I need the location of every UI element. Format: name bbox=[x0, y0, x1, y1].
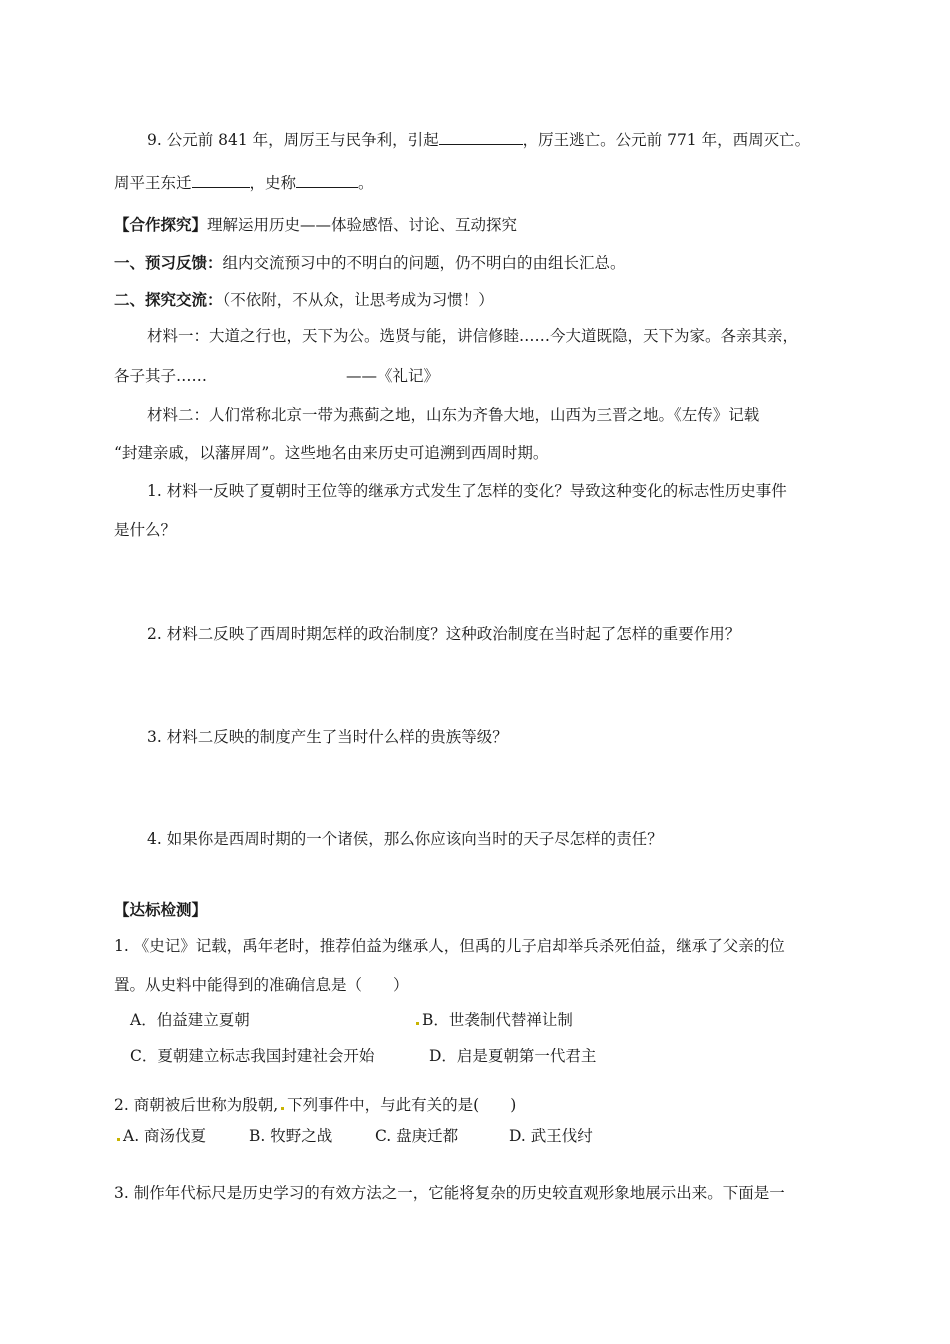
test-question-1-options-row-2 bbox=[130, 1046, 596, 1066]
marker-dot bbox=[117, 1138, 120, 1141]
option-2c[interactable]: C. 盘庚迁都 bbox=[375, 1127, 459, 1145]
test-question-2-options bbox=[114, 1126, 593, 1146]
answer-blank-1[interactable] bbox=[439, 128, 523, 145]
test-question-3-line-1: 3. 制作年代标尺是历史学习的有效方法之一，它能将复杂的历史较直观形象地展示出来。下面是一 bbox=[114, 1184, 785, 1202]
q4-text-2: 果你是西周时期的一个诸侯，那么你应该向当时的天子尽怎样的责任？ bbox=[182, 830, 663, 848]
option-c[interactable]: C．夏朝建立标志我国封建社会开始 bbox=[130, 1047, 375, 1065]
explore-question-2: 2. 材料二反映了西周时期怎样的政治制度？这种政治制度在当时起了怎样的重要作用？ bbox=[147, 625, 741, 643]
section-1-line bbox=[114, 253, 626, 273]
material-2-line-2: “封建亲戚，以藩屏周”。这些地名由来历史可追溯到西周时期。 bbox=[114, 444, 549, 462]
marker-dot bbox=[416, 1022, 419, 1025]
coop-heading: 【合作探究】 bbox=[114, 215, 208, 234]
marker-dot bbox=[281, 1107, 284, 1110]
material-2-line-1: 材料二：人们常称北京一带为燕蓟之地，山东为齐鲁大地，山西为三晋之地。《左传》记载 bbox=[147, 406, 760, 424]
material-1-source: ——《礼记》 bbox=[346, 367, 440, 385]
t2-text-1: 2. 商朝被后世称为殷朝, bbox=[114, 1096, 279, 1114]
q9-text-5: 。 bbox=[358, 174, 374, 192]
option-2a[interactable]: A. 商汤伐夏 bbox=[123, 1127, 207, 1145]
explore-question-3: 3. 材料二反映的制度产生了当时什么样的贵族等级？ bbox=[147, 728, 508, 746]
answer-blank-3[interactable] bbox=[296, 171, 358, 188]
test-question-1-line-2: 置。从史料中能得到的准确信息是（ ） bbox=[114, 976, 409, 994]
test-question-2 bbox=[114, 1095, 516, 1115]
q9-text-2: ，厉王逃亡。公元前 771 年，西周灭亡。 bbox=[522, 131, 811, 149]
t2-text-2: 下列事件中，与此有关的是( ) bbox=[287, 1096, 517, 1114]
question-9-line-2 bbox=[114, 171, 374, 193]
option-a[interactable]: A．伯益建立夏朝 bbox=[130, 1011, 250, 1029]
material-1-line-1: 材料一：大道之行也，天下为公。选贤与能，讲信修睦……今大道既隐，天下为家。各亲其亲， bbox=[147, 327, 799, 345]
explore-question-4 bbox=[147, 829, 663, 849]
explore-question-1-line-1: 1. 材料一反映了夏朝时王位等的继承方式发生了怎样的变化？导致这种变化的标志性历史事件 bbox=[147, 482, 787, 500]
section-2-heading: 二、探究交流： bbox=[114, 290, 223, 309]
material-1-text: 各子其子…… bbox=[114, 367, 208, 385]
option-b[interactable]: B．世袭制代替禅让制 bbox=[422, 1011, 573, 1029]
answer-blank-2[interactable] bbox=[192, 171, 250, 188]
test-question-1-options-row-1 bbox=[130, 1010, 573, 1030]
explore-question-1-line-2: 是什么？ bbox=[114, 521, 177, 539]
section-2-text: （不依附，不从众，让思考成为习惯！） bbox=[222, 291, 494, 309]
material-1-line-2 bbox=[114, 366, 440, 386]
option-2b[interactable]: B. 牧野之战 bbox=[249, 1127, 333, 1145]
option-2d[interactable]: D. 武王伐纣 bbox=[509, 1127, 593, 1145]
section-1-heading: 一、预习反馈： bbox=[114, 253, 223, 272]
question-9-line-1 bbox=[147, 128, 810, 150]
coop-subtitle: 理解运用历史——体验感悟、讨论、互动探究 bbox=[207, 216, 518, 234]
coop-heading-line bbox=[114, 215, 517, 235]
section-2-line bbox=[114, 290, 494, 310]
option-d[interactable]: D．启是夏朝第一代君主 bbox=[429, 1047, 597, 1065]
test-question-1-line-1: 1. 《史记》记载，禹年老时，推荐伯益为继承人，但禹的儿子启却举兵杀死伯益，继承了父亲的位 bbox=[114, 937, 785, 955]
q4-text-1: 4. 如 bbox=[147, 830, 183, 848]
q9-text-4: ，史称 bbox=[249, 174, 297, 192]
q9-text-1: 9. 公元前 841 年，周厉王与民争利，引起 bbox=[147, 131, 439, 149]
section-1-text: 组内交流预习中的不明白的问题，仍不明白的由组长汇总。 bbox=[222, 254, 626, 272]
q9-text-3: 周平王东迁 bbox=[114, 174, 192, 192]
test-heading: 【达标检测】 bbox=[114, 900, 208, 919]
